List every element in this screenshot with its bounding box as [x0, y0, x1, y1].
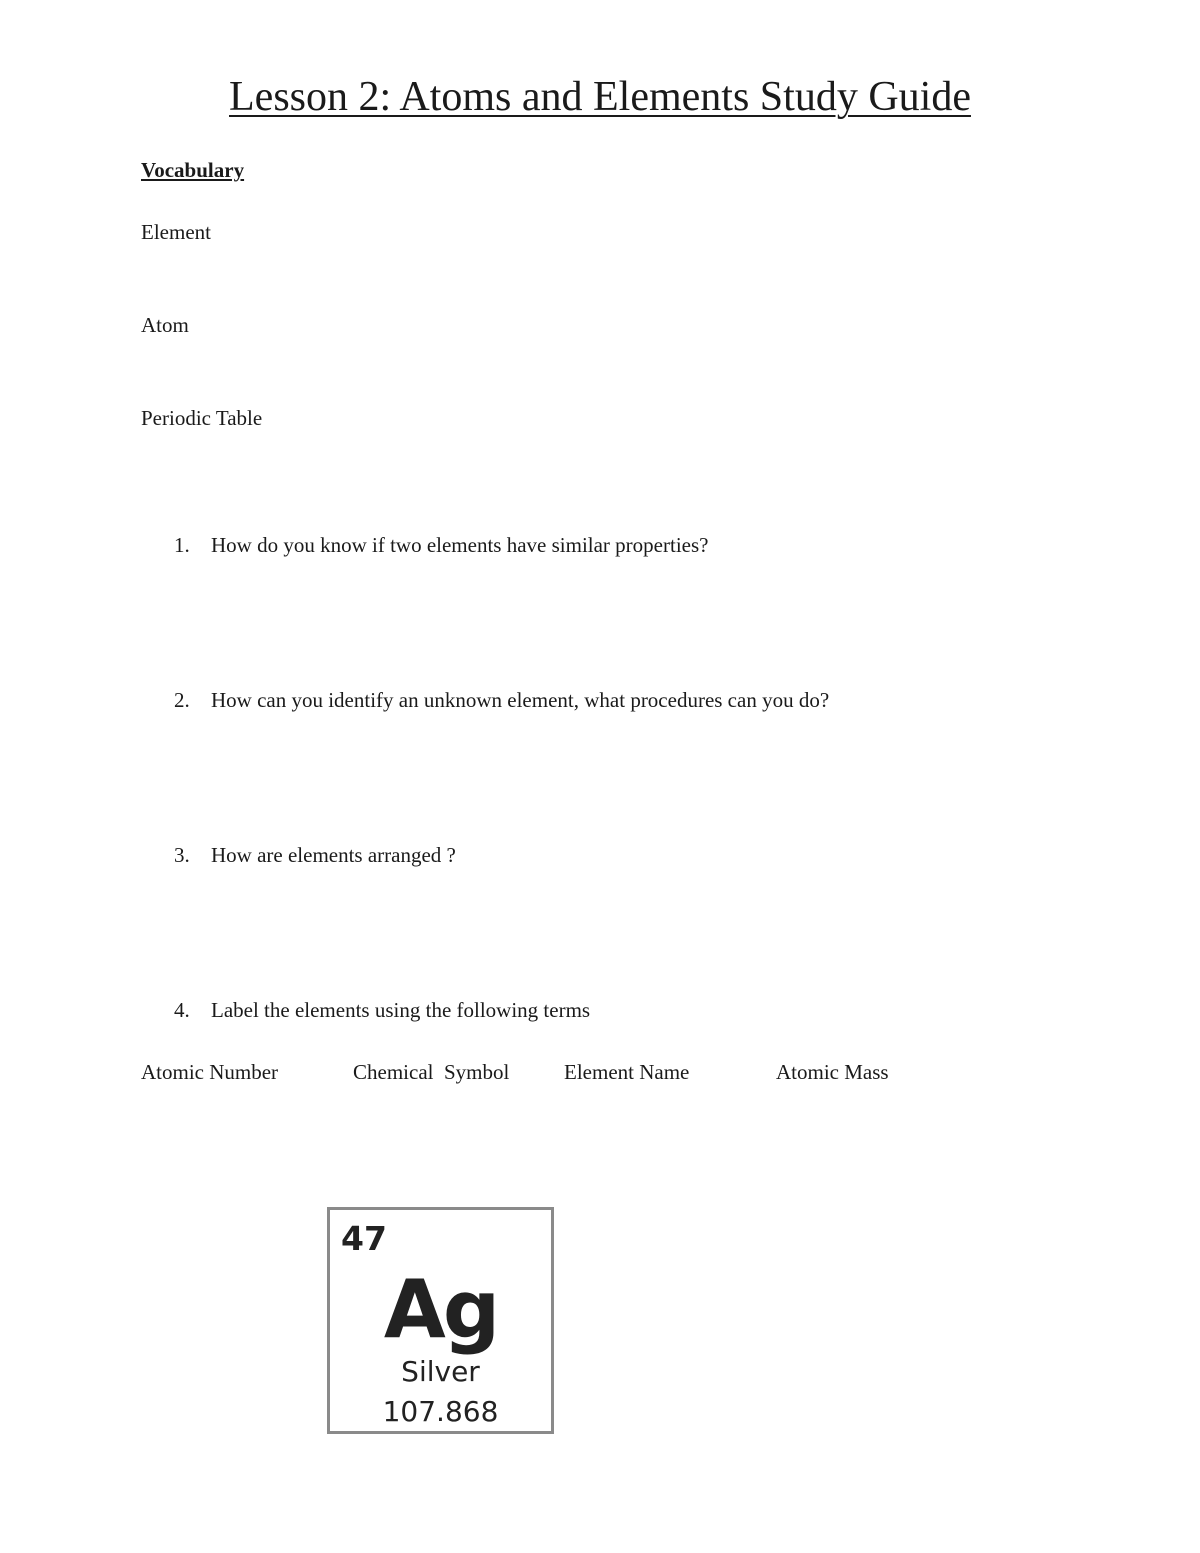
question-2 [174, 688, 829, 713]
atomic-number: 47 [341, 1219, 387, 1258]
question-text: How are elements arranged ? [211, 843, 456, 867]
question-3 [174, 843, 456, 868]
label-term-chemical-symbol: Chemical Symbol [353, 1060, 510, 1084]
label-term-element-name: Element Name [564, 1060, 690, 1084]
label-term-atomic-mass: Atomic Mass [776, 1060, 889, 1084]
question-text: Label the elements using the following terms [211, 998, 591, 1022]
question-4 [174, 998, 590, 1023]
question-text: How do you know if two elements have similar properties? [211, 533, 709, 557]
vocab-term-periodic-table: Periodic Table [141, 406, 263, 430]
vocab-term-element: Element [141, 220, 211, 244]
atomic-mass: 107.868 [382, 1395, 499, 1428]
label-term-atomic-number: Atomic Number [141, 1060, 279, 1084]
question-1 [174, 533, 708, 558]
question-number: 3. [174, 843, 190, 867]
question-number: 4. [174, 998, 190, 1022]
vocabulary-heading: Vocabulary [141, 158, 245, 182]
chemical-symbol: Ag [383, 1263, 498, 1356]
question-text: How can you identify an unknown element, what procedures can you do? [211, 688, 830, 712]
element-tile-silver [327, 1207, 554, 1434]
question-number: 2. [174, 688, 190, 712]
question-number: 1. [174, 533, 190, 557]
element-name: Silver [401, 1355, 480, 1388]
vocab-term-atom: Atom [141, 313, 189, 337]
page-title: Lesson 2: Atoms and Elements Study Guide [229, 74, 971, 120]
